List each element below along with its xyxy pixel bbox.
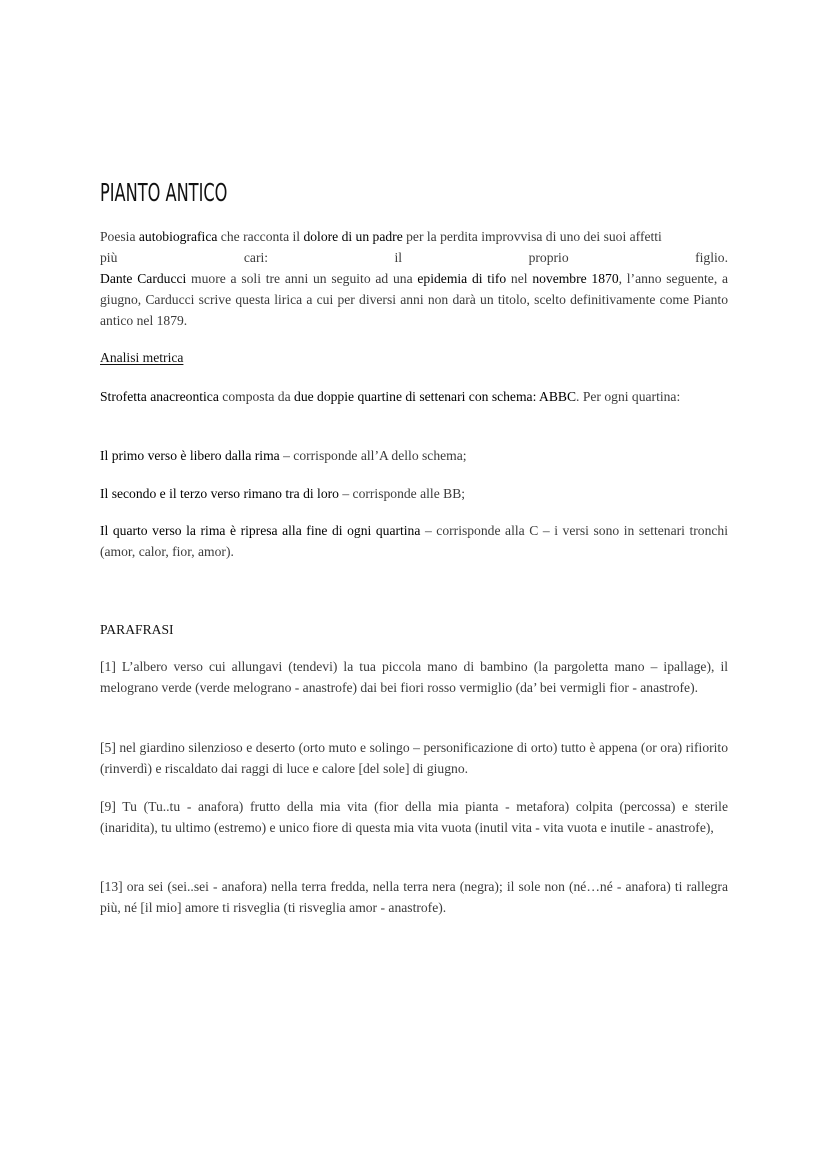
analisi-rule-2: [100, 483, 728, 504]
intro-text: Poesia: [100, 229, 139, 244]
intro-highlight-dolore: dolore di un padre: [303, 229, 403, 244]
analisi-paragraph: [100, 386, 728, 407]
analisi-heading-block: [100, 347, 728, 368]
intro-line-2: [100, 247, 728, 268]
rule-3-highlight: Il quarto verso la rima è ripresa alla fine di ogni quartina: [100, 523, 421, 538]
intro-text: nel: [506, 271, 533, 286]
analisi-highlight-schema: due doppie quartine di settenari con schema: ABBC: [294, 389, 577, 404]
intro-highlight-dante: Dante Carducci: [100, 271, 187, 286]
intro-text: , l’anno seguente, a giugno, Carducci scrive questa lirica a cui per diversi anni non darà un titolo, scelto definitivamente come Pianto antico nel 1879.: [100, 271, 729, 328]
intro-highlight-autobiografica: autobiografica: [138, 229, 218, 244]
intro-word: proprio: [528, 250, 569, 265]
intro-text: per la perdita improvvisa di uno dei suoi affetti: [402, 229, 662, 244]
analisi-text: composta da: [218, 389, 295, 404]
intro-line-1: [100, 226, 728, 247]
page-title: PIANTO ANTICO: [100, 178, 228, 207]
intro-highlight-tifo: epidemia di tifo: [417, 271, 507, 286]
intro-word: il: [394, 250, 403, 265]
parafrasi-stanza-1: [1] L’albero verso cui allungavi (tendevi) la tua piccola mano di bambino (la pargoletta mano – ipallage), il melograno verde (verde melograno - anastrofe) dai bei fiori rosso vermiglio (da’ bei vermigli fior - anastrofe).: [100, 659, 728, 695]
intro-paragraph: [100, 226, 728, 331]
intro-word: più: [100, 250, 118, 265]
parafrasi-stanza-3: [9] Tu (Tu..tu - anafora) frutto della mia vita (fior della mia pianta - metafora) colpita (percossa) e sterile (inaridita), tu ultimo (estremo) e unico fiore di questa mia vita vuota (inutil vita - vita vuota e inutile - anastrofe),: [100, 799, 728, 835]
intro-word: figlio.: [695, 250, 728, 265]
intro-line-3: [100, 268, 728, 331]
analisi-text: . Per ogni quartina:: [576, 389, 681, 404]
intro-text: che racconta il: [217, 229, 304, 244]
rule-1-highlight: Il primo verso è libero dalla rima: [100, 448, 280, 463]
analisi-highlight-strofetta: Strofetta anacreontica: [100, 389, 219, 404]
rule-1-text: – corrisponde all’A dello schema;: [279, 448, 467, 463]
intro-word: cari:: [243, 250, 269, 265]
rule-3-text: – corrisponde alla C – i versi sono in settenari tronchi (amor, calor, fior, amor).: [100, 523, 728, 559]
parafrasi-stanza-4: [13] ora sei (sei..sei - anafora) nella terra fredda, nella terra nera (negra); il sole non (né…né - anafora) ti rallegra più, né [il mio] amore ti risveglia (ti risveglia amor - anastrofe).: [100, 879, 728, 915]
parafrasi-heading: PARAFRASI: [100, 622, 174, 637]
analisi-rule-3: [100, 520, 728, 562]
rule-2-highlight: Il secondo e il terzo verso rimano tra di loro: [100, 486, 339, 501]
intro-highlight-date: novembre 1870: [532, 271, 619, 286]
analisi-rule-1: [100, 445, 728, 466]
parafrasi-heading-block: [100, 619, 728, 640]
analisi-heading: Analisi metrica: [100, 350, 184, 365]
parafrasi-stanza-2: [5] nel giardino silenzioso e deserto (orto muto e solingo – personificazione di orto) tutto è appena (or ora) rifiorito (rinverdì) e riscaldato dai raggi di luce e calore [del sole] di giugno.: [100, 740, 728, 776]
intro-text: muore a soli tre anni un seguito ad una: [186, 271, 418, 286]
rule-2-text: – corrisponde alle BB;: [338, 486, 466, 501]
